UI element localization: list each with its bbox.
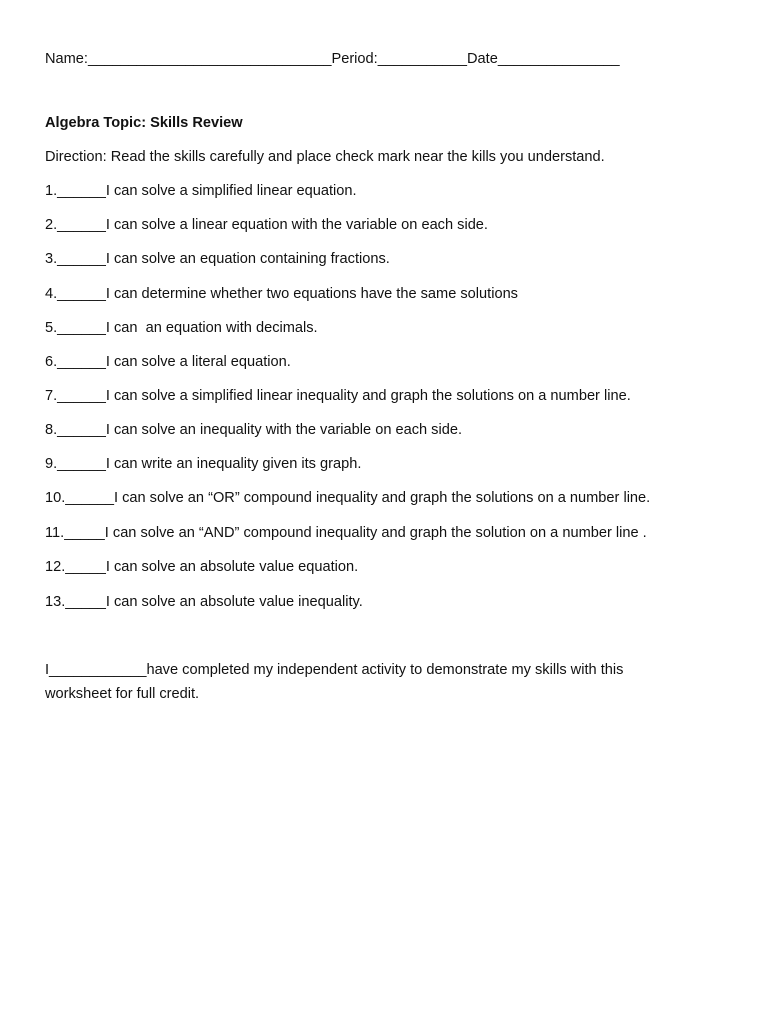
skill-item: 9.______I can write an inequality given its graph. xyxy=(45,456,362,472)
skill-item: 2.______I can solve a linear equation with the variable on each side. xyxy=(45,217,488,233)
skill-item: 12._____I can solve an absolute value equation. xyxy=(45,559,359,575)
skill-item: 6.______I can solve a literal equation. xyxy=(45,354,291,370)
skill-item: 10.______I can solve an “OR” compound inequality and graph the solutions on a number line. xyxy=(45,490,651,506)
skill-item: 3.______I can solve an equation containing fractions. xyxy=(45,251,390,267)
skill-item: 7.______I can solve a simplified linear inequality and graph the solutions on a number line. xyxy=(45,388,631,404)
completion-statement-line: I____________have completed my independent activity to demonstrate my skills with this xyxy=(45,662,624,678)
skill-item: 5.______I can an equation with decimals. xyxy=(45,320,318,336)
page-title: Algebra Topic: Skills Review xyxy=(45,115,243,131)
skill-item: 8.______I can solve an inequality with the variable on each side. xyxy=(45,422,463,438)
directions-text: Direction: Read the skills carefully and place check mark near the kills you understand. xyxy=(45,149,605,165)
skill-item: 4.______I can determine whether two equations have the same solutions xyxy=(45,286,518,302)
student-info-header: Name:______________________________Period:___________Date_______________ xyxy=(45,51,620,67)
skill-item: 1.______I can solve a simplified linear equation. xyxy=(45,183,357,199)
skill-item: 13._____I can solve an absolute value inequality. xyxy=(45,594,363,610)
completion-statement-line: worksheet for full credit. xyxy=(45,686,200,702)
skill-item: 11._____I can solve an “AND” compound inequality and graph the solution on a number line . xyxy=(45,525,647,541)
